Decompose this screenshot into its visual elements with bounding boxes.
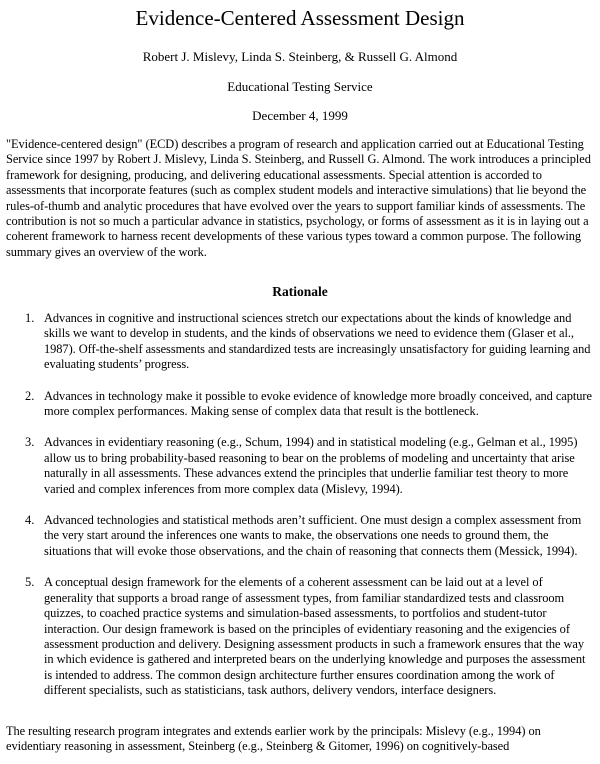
intro-paragraph: "Evidence-centered design" (ECD) describes a program of research and application carried out at Educational Testing Service since 1997 by Robert J. Mislevy, Linda S. Steinberg, and Russell G. Almond. The work introduces a principled framework for designing, producing, and delivering educational assessments. Special attention is accorded to assessments that incorporate features (such as complex student models and interactive simulations) that lie beyond the rules-of-thumb and analytic procedures that have evolved over the years to support familiar kinds of assessments. The contribution is not so much a particular advance in statistics, psychology, or forms of assessment as it is in laying out a coherent framework to harness recent developments of these various types toward a common purpose. The following summary gives an overview of the work.	[6, 137, 591, 259]
list-item-text: A conceptual design framework for the elements of a coherent assessment can be laid out at a level of generality that supports a broad range of assessment types, from familiar standardized tests and classroom quizzes, to coached practice systems and simulation-based assessments, to portfolios and student-tutor interaction. Our design framework is based on the principles of evidentiary reasoning and the exigencies of assessment production and delivery. Designing assessment products in such a framework ensures that the way in which evidence is gathered and interpreted bears on the underlying knowledge and purposes the assessment is intended to address. The common design architecture further ensures coordination among the work of different specialists, such as statisticians, task authors, delivery vendors, interface designers.	[44, 575, 586, 698]
closing-paragraph: The resulting research program integrates and extends earlier work by the principals: Mislevy (e.g., 1994) on evidentiary reasoning in assessment, Steinberg (e.g., Steinberg & Gitomer, 1996) on cognitively-based	[6, 724, 541, 754]
list-item-number: 3.	[25, 435, 35, 450]
rationale-heading: Rationale	[272, 284, 328, 299]
list-item	[0, 513, 600, 559]
authors-line: Robert J. Mislevy, Linda S. Steinberg, & Russell G. Almond	[142, 49, 458, 64]
list-item-text: Advanced technologies and statistical methods aren’t sufficient. One must design a complex assessment from the very start around the inferences one wants to make, the observations one needs to ground them, the situations that will evoke those observations, and the chain of reasoning that connects them (Messick, 1994).	[44, 513, 582, 558]
list-item-number: 1.	[25, 311, 35, 325]
list-item-number: 4.	[25, 513, 35, 528]
list-item	[0, 389, 600, 420]
list-item	[0, 575, 600, 698]
list-item-text: Advances in cognitive and instructional sciences stretch our expectations about the kinds of knowledge and skills we want to develop in students, and the kinds of observations we need to evidence them (Glaser et al., 1987). Off-the-shelf assessments and standardized tests are increasingly unsatisfactory for guiding learning and evaluating students’ progress.	[44, 311, 591, 372]
rationale-list	[0, 311, 600, 699]
list-item	[0, 311, 600, 373]
organization-line: Educational Testing Service	[227, 79, 373, 94]
list-item-text: Advances in evidentiary reasoning (e.g., Schum, 1994) and in statistical modeling (e.g., Gelman et al., 1995) allow us to bring probability-based reasoning to bear on the problems of modeling and uncertainty that arise naturally in all assessments. These advances extend the principles that underlie familiar test theory to more varied and complex inferences from more complex data (Mislevy, 1994).	[44, 435, 578, 496]
list-item-number: 5.	[25, 575, 35, 590]
list-item-number: 2.	[25, 388, 35, 403]
page-title: Evidence-Centered Assessment Design	[135, 6, 465, 30]
list-item	[0, 435, 600, 497]
date-line: December 4, 1999	[252, 108, 348, 123]
list-item-text: Advances in technology make it possible to evoke evidence of knowledge more broadly conceived, and capture more complex performances. Making sense of complex data that result is the bottleneck.	[44, 388, 592, 419]
